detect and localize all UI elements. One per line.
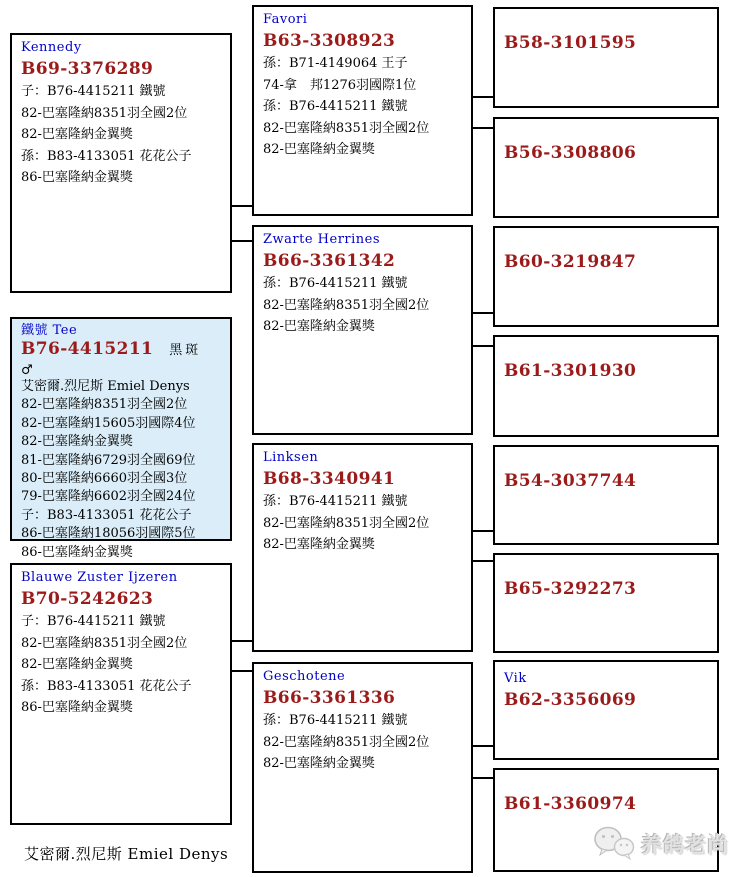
pedigree-line: 孫：B83-4133051 花花公子: [21, 678, 192, 694]
pedigree-box-b61-3301930: [493, 335, 719, 437]
ring-number: B66-3361342: [263, 251, 396, 271]
pigeon-name: Zwarte Herrines: [263, 232, 381, 247]
color-and-sex: 黑斑 ♂: [21, 343, 218, 378]
ring-number: B61-3360974: [504, 794, 637, 814]
watermark-label: 养鸽老尚: [641, 833, 729, 857]
connector-line: [231, 670, 253, 672]
pedigree-line: 孫：B76-4415211 鐵號: [263, 713, 408, 728]
ring-number: B62-3356069: [504, 690, 637, 710]
pigeon-name: Linksen: [263, 450, 319, 465]
pigeon-name: Blauwe Zuster Ijzeren: [21, 570, 178, 585]
pedigree-line: 82-巴塞隆納金翼獎: [21, 657, 133, 672]
connector-line: [231, 205, 253, 207]
pedigree-line: 子：B76-4415211 鐵號: [21, 84, 166, 99]
pedigree-line: 82-巴塞隆納8351羽全國2位: [21, 105, 188, 121]
watermark: [592, 824, 729, 864]
ring-number: B58-3101595: [504, 33, 637, 53]
pedigree-box-favori: [252, 5, 473, 216]
pedigree-box-b58: [493, 7, 719, 108]
pedigree-line: 82-巴塞隆納15605羽國際4位: [21, 415, 196, 431]
pigeon-details: [21, 81, 226, 189]
ring-number: B60-3219847: [504, 252, 637, 272]
pedigree-line: 艾密爾.烈尼斯 Emiel Denys: [21, 379, 190, 394]
pedigree-box-b60: [493, 226, 719, 327]
pedigree-box-zwarte-herrines: [252, 225, 473, 435]
pigeon-name: Kennedy: [21, 40, 82, 55]
pedigree-line: 82-巴塞隆納8351羽全國2位: [263, 734, 430, 750]
pigeon-details: [21, 611, 226, 719]
pedigree-line: 82-巴塞隆納8351羽全國2位: [21, 635, 188, 651]
pedigree-line: 80-巴塞隆納6660羽全國3位: [21, 471, 188, 487]
pedigree-line: 孫：B83-4133051 花花公子: [21, 148, 192, 164]
pigeon-name: Vik: [504, 671, 527, 686]
connector-line: [472, 777, 494, 779]
ring-number: B56-3308806: [504, 143, 637, 163]
pedigree-line: 74-拿 邦1276羽國際1位: [263, 77, 417, 93]
pigeon-name: 鐵號 Tee: [21, 323, 78, 338]
pedigree-line: 82-巴塞隆納金翼獎: [21, 127, 133, 142]
pedigree-line: 孫：B71-4149064 王子: [263, 56, 408, 71]
pigeon-details: [263, 53, 467, 161]
pedigree-box-vik: [493, 660, 719, 760]
ring-number: B66-3361336: [263, 688, 396, 708]
connector-line: [472, 745, 494, 747]
pedigree-box-b65: [493, 553, 719, 653]
connector-line: [472, 530, 494, 532]
breeder-name: 艾密爾.烈尼斯 Emiel Denys: [24, 845, 229, 863]
ring-number: B61-3301930: [504, 361, 637, 381]
ring-number: B70-5242623: [21, 589, 154, 609]
pedigree-box-b56: [493, 117, 719, 218]
pigeon-details: [263, 491, 467, 556]
pigeon-details: [263, 710, 467, 775]
pedigree-line: 82-巴塞隆納8351羽全國2位: [263, 297, 430, 313]
pedigree-line: 孫：B76-4415211 鐵號: [263, 494, 408, 509]
pigeon-name: Geschotene: [263, 669, 346, 684]
pedigree-line: 82-巴塞隆納8351羽全國2位: [263, 120, 430, 136]
ring-number: B68-3340941: [263, 469, 396, 489]
pedigree-line: 82-巴塞隆納金翼獎: [263, 319, 375, 334]
pedigree-line: 86-巴塞隆納18056羽國際5位: [21, 526, 196, 542]
pedigree-line: 82-巴塞隆納8351羽全國2位: [263, 515, 430, 531]
pedigree-line: 子：B83-4133051 花花公子: [21, 507, 192, 523]
ring-number: B54-3037744: [504, 471, 637, 491]
connector-line: [472, 312, 494, 314]
pedigree-line: 82-巴塞隆納金翼獎: [21, 434, 133, 450]
pigeon-details: [21, 378, 226, 562]
pedigree-box-b54: [493, 445, 719, 545]
ring-row: [21, 339, 226, 378]
pedigree-line: 82-巴塞隆納8351羽全國2位: [21, 397, 188, 413]
pedigree-line: 82-巴塞隆納金翼獎: [263, 537, 375, 552]
pedigree-line: 86-巴塞隆納金翼獎: [21, 700, 133, 715]
wechat-bubbles-icon: [592, 824, 636, 864]
pigeon-name: Favori: [263, 12, 308, 27]
pedigree-line: 86-巴塞隆納金翼獎: [21, 544, 133, 560]
connector-line: [231, 240, 253, 242]
connector-line: [472, 560, 494, 562]
connector-line: [231, 640, 253, 642]
ring-number: B69-3376289: [21, 59, 154, 79]
pedigree-line: 孫：B76-4415211 鐵號: [263, 99, 408, 114]
pedigree-line: 子：B76-4415211 鐵號: [21, 614, 166, 629]
pedigree-line: 82-巴塞隆納金翼獎: [263, 142, 375, 157]
connector-line: [472, 96, 494, 98]
pedigree-box-blauwe-zuster: [10, 563, 232, 825]
pedigree-box-tee-subject: [10, 317, 232, 560]
pedigree-box-kennedy: [10, 33, 232, 293]
pedigree-line: 82-巴塞隆納金翼獎: [263, 756, 375, 771]
ring-number: B76-4415211: [21, 339, 154, 359]
pigeon-details: [263, 273, 467, 338]
pedigree-line: 81-巴塞隆納6729羽全國69位: [21, 452, 196, 468]
connector-line: [472, 127, 494, 129]
pedigree-box-geschotene: [252, 662, 473, 873]
ring-number: B65-3292273: [504, 579, 637, 599]
pedigree-box-linksen: [252, 443, 473, 652]
connector-line: [472, 345, 494, 347]
ring-number: B63-3308923: [263, 31, 396, 51]
pedigree-line: 79-巴塞隆納6602羽全國24位: [21, 489, 196, 505]
pedigree-line: 孫：B76-4415211 鐵號: [263, 276, 408, 291]
pedigree-line: 86-巴塞隆納金翼獎: [21, 170, 133, 185]
